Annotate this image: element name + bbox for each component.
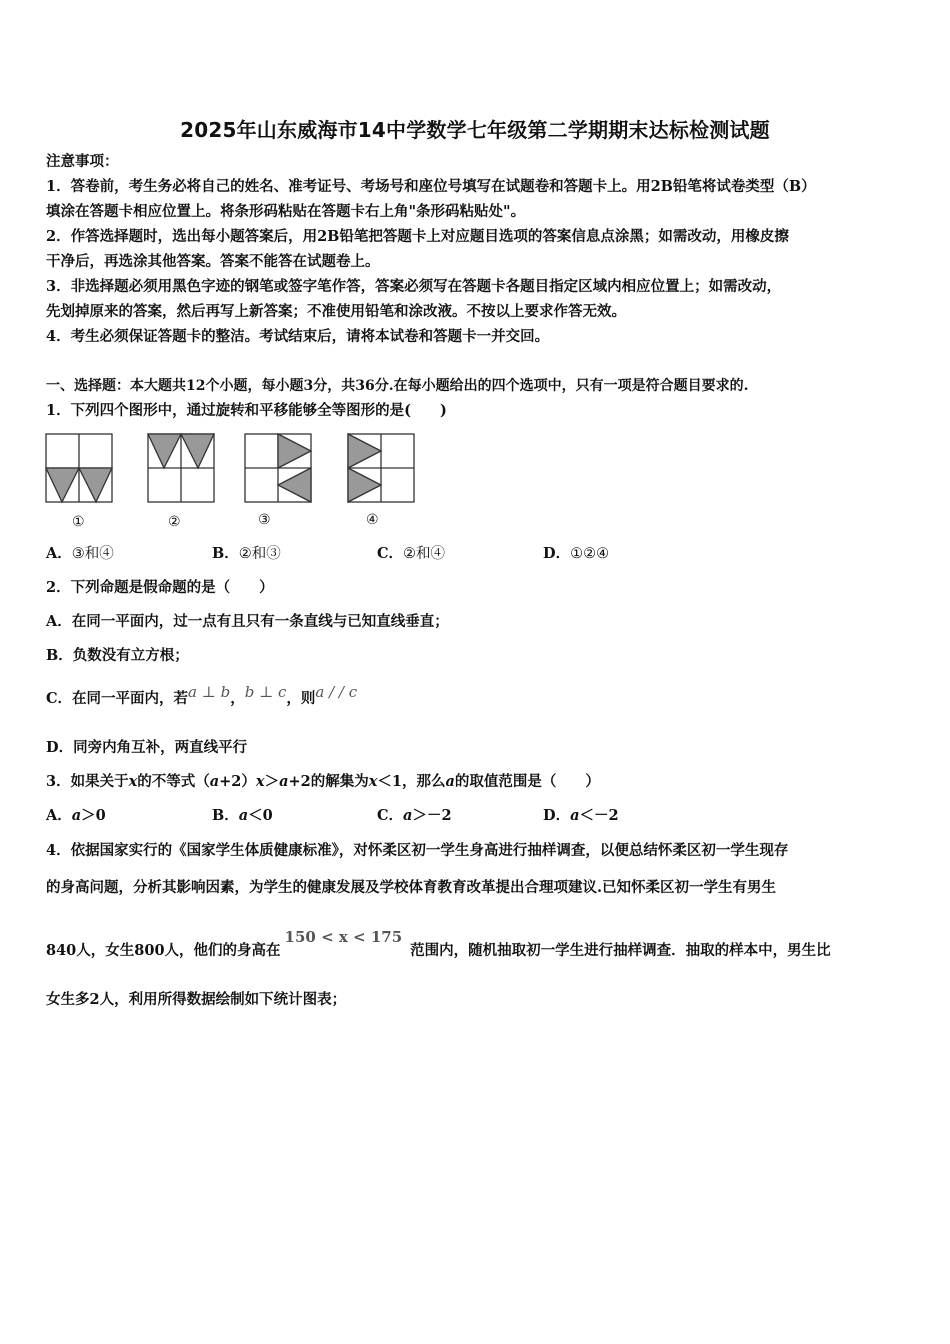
math-variable: x (368, 773, 378, 790)
q1-option-c[interactable] (377, 544, 445, 564)
q3-option-d[interactable] (543, 806, 619, 826)
figure-4 (348, 434, 414, 502)
option-label: B． (212, 545, 239, 562)
math-variable: x (255, 773, 265, 790)
question-4-line: 女生多2人，利用所得数据绘制如下统计图表； (46, 991, 347, 1008)
math-expression: a / / c (315, 683, 358, 701)
math-variable: a (445, 773, 455, 790)
option-label: B． (212, 807, 239, 824)
notice-line: 4．考生必须保证答题卡的整洁。考试结束后，请将本试卷和答题卡一并交回。 (46, 328, 550, 345)
math-expression: 150 < x < 175 (284, 928, 403, 946)
math-expression: b ⊥ c (244, 683, 287, 701)
q2-option-b[interactable] (46, 646, 189, 666)
option-label: D． (543, 807, 571, 824)
math-variable: a (209, 773, 220, 790)
option-text: 负数没有立方根； (72, 647, 189, 664)
math-variable: a (570, 807, 580, 824)
option-text: ＜－2 (579, 807, 619, 824)
notice-line: 1．答卷前，考生务必将自己的姓名、准考证号、考场号和座位号填写在试题卷和答题卡上。用2B铅笔将试卷类型（B） (46, 178, 816, 195)
option-text: ＜0 (248, 807, 273, 824)
question-4-line (46, 928, 831, 961)
notice-line: 干净后，再选涂其他答案。答案不能答在试题卷上。 (46, 253, 380, 270)
option-label: A． (46, 545, 72, 562)
math-expression: a ⊥ b (188, 683, 231, 701)
stem-text: +2的解集为 (288, 773, 369, 790)
notice-heading: 注意事项： (46, 153, 119, 170)
stem-text: ＞ (264, 773, 280, 790)
option-text: ①②④ (570, 546, 610, 562)
option-label: A． (46, 613, 72, 630)
figure-label: ③ (258, 512, 271, 528)
figure-label: ④ (366, 512, 379, 528)
option-text: 在同一平面内，过一点有且只有一条直线与已知直线垂直； (71, 613, 449, 630)
option-text: ＞－2 (412, 807, 452, 824)
notice-line: 2．作答选择题时，选出每小题答案后，用2B铅笔把答题卡上对应题目选项的答案信息点涂黑；如需改动，用橡皮擦 (46, 228, 789, 245)
page-title: 2025年山东威海市14中学数学七年级第二学期期末达标检测试题 (180, 118, 770, 142)
option-text: 在同一平面内，若 (72, 690, 189, 707)
math-variable: a (279, 773, 289, 790)
q1-option-a[interactable] (46, 544, 114, 564)
option-text: ＞0 (81, 807, 106, 824)
question-2-stem: 2．下列命题是假命题的是（ ） (46, 579, 274, 596)
stem-text: ＜1，那么 (377, 773, 446, 790)
math-variable: a (71, 807, 82, 824)
option-label: A． (46, 807, 72, 824)
option-text: ③和④ (71, 546, 114, 562)
notice-line: 3．非选择题必须用黑色字迹的钢笔或签字笔作答，答案必须写在答题卡各题目指定区域内相应位置上；如需改动， (46, 278, 782, 295)
figure-2 (148, 434, 214, 502)
question-1-stem: 1．下列四个图形中，通过旋转和平移能够全等图形的是( ) (46, 402, 447, 419)
math-variable: a (238, 807, 249, 824)
math-variable: x (128, 773, 138, 790)
figure-label: ① (72, 514, 85, 530)
option-text: ②和③ (238, 546, 281, 562)
figure-1 (46, 434, 112, 502)
q3-option-b[interactable] (212, 806, 273, 826)
option-label: D． (46, 739, 74, 756)
stem-text: 的取值范围是（ ） (454, 773, 600, 790)
option-label: C． (377, 807, 404, 824)
section-heading: 一、选择题：本大题共12个小题，每小题3分，共36分.在每小题给出的四个选项中，只有一项是符合题目要求的. (46, 378, 749, 394)
question-4-line: 4．依据国家实行的《国家学生体质健康标准》，对怀柔区初一学生身高进行抽样调查，以便总结怀柔区初一学生现存 (46, 842, 789, 859)
stem-text: 840人，女生800人，他们的身高在 (46, 942, 281, 959)
option-label: D． (543, 545, 571, 562)
question-3-stem (46, 772, 600, 792)
math-variable: a (403, 807, 413, 824)
option-label: C． (46, 690, 73, 707)
figure-3 (245, 434, 311, 502)
figure-label: ② (168, 514, 181, 530)
option-label: C． (377, 545, 404, 562)
stem-text: 范围内，随机抽取初一学生进行抽样调查．抽取的样本中，男生比 (410, 942, 831, 959)
option-label: B． (46, 647, 73, 664)
q3-option-c[interactable] (377, 806, 452, 826)
notice-line: 先划掉原来的答案，然后再写上新答案；不准使用铅笔和涂改液。不按以上要求作答无效。 (46, 303, 626, 320)
option-text: ， (230, 690, 245, 707)
q1-option-d[interactable] (543, 544, 609, 564)
stem-text: 的不等式（ (137, 773, 210, 790)
question-4-line: 的身高问题，分析其影响因素，为学生的健康发展及学校体育教育改革提出合理项建议.已知怀柔区初一学生有男生 (46, 879, 777, 896)
option-text: ②和④ (403, 546, 446, 562)
q1-option-b[interactable] (212, 544, 281, 564)
stem-text: 3．如果关于 (46, 773, 129, 790)
q2-option-a[interactable] (46, 612, 449, 632)
option-text: 同旁内角互补，两直线平行 (73, 739, 248, 756)
stem-text: +2） (219, 773, 256, 790)
notice-line: 填涂在答题卡相应位置上。将条形码粘贴在答题卡右上角"条形码粘贴处"。 (46, 203, 526, 220)
option-text: ，则 (286, 690, 316, 707)
q2-option-d[interactable] (46, 738, 247, 758)
q2-option-c[interactable] (46, 683, 358, 709)
q3-option-a[interactable] (46, 806, 106, 826)
